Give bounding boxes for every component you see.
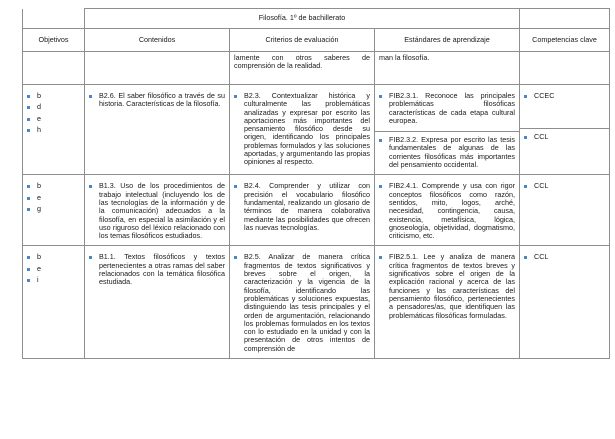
objetivos-cell bbox=[23, 246, 85, 359]
list-item: e bbox=[27, 265, 80, 273]
header-contenidos: Contenidos bbox=[85, 29, 230, 52]
curriculum-sheet bbox=[22, 8, 609, 359]
list-item: B2.4. Comprender y utilizar con precisión el vocabulario filosófico fundamental, realizando un glosario de términos de manera colaborativa mediante las posibilidades que ofrecen las nuevas tecnologías. bbox=[234, 182, 370, 232]
bullet-icon bbox=[27, 185, 30, 188]
list-item: e bbox=[27, 115, 80, 123]
list-item: g bbox=[27, 205, 80, 213]
objetivos-cell bbox=[23, 85, 85, 175]
bullet-icon bbox=[524, 95, 527, 98]
list-item: FIB2.4.1. Comprende y usa con rigor conceptos filosóficos como razón, sentidos, mito, logos, arché, necesidad, contingencia, causa, existencia, metafísica, lógica, gnoseología, objetividad, dogmatismo, criticismo, etc. bbox=[379, 182, 515, 240]
bullet-icon bbox=[234, 95, 237, 98]
table-row bbox=[23, 246, 610, 359]
bullet-icon bbox=[379, 185, 382, 188]
table-row bbox=[23, 175, 610, 246]
criterio-cell bbox=[230, 175, 375, 246]
competencias-cell bbox=[520, 85, 610, 175]
contenido-cell bbox=[85, 85, 230, 175]
list-item: FIB2.3.1. Reconoce las principales problemáticas filosóficas características de cada etapa cultural europea. bbox=[379, 92, 515, 125]
list-item: B1.3. Uso de los procedimientos de trabajo intelectual (incluyendo los de las tecnologías de la información y de la comunicación) adecuados a la filosofía, en especial la asimilación y el uso riguroso del léxico relacionado con los temas filosóficos estudiados. bbox=[89, 182, 225, 240]
list-item: CCEC bbox=[524, 92, 605, 100]
bullet-icon bbox=[89, 95, 92, 98]
bullet-icon bbox=[27, 279, 30, 282]
bullet-icon bbox=[27, 118, 30, 121]
estandares-cell bbox=[375, 85, 520, 175]
header-objetivos: Objetivos bbox=[23, 29, 85, 52]
header-competencias: Competencias clave bbox=[520, 29, 610, 52]
competencias-cell bbox=[520, 175, 610, 246]
bullet-icon bbox=[27, 129, 30, 132]
header-estandares: Estándares de aprendizaje bbox=[375, 29, 520, 52]
list-item: CCL bbox=[524, 253, 605, 261]
list-item: FIB2.5.1. Lee y analiza de manera crítica fragmentos de textos breves y significativos sobre el origen de la explicación racional y acerca de las funciones y las características del pensamiento filosófico, pertenecientes a pensadores/as, que identifiquen las problemáticas filosóficas formuladas. bbox=[379, 253, 515, 319]
bullet-icon bbox=[27, 208, 30, 211]
table-row bbox=[23, 52, 610, 85]
bullet-icon bbox=[27, 268, 30, 271]
bullet-icon bbox=[524, 256, 527, 259]
list-item: b bbox=[27, 253, 80, 261]
cont-criterio: lamente con otros saberes de comprensión de la realidad. bbox=[230, 52, 375, 85]
curriculum-table bbox=[22, 8, 610, 359]
header-criterios: Criterios de evaluación bbox=[230, 29, 375, 52]
bullet-icon bbox=[379, 139, 382, 142]
bullet-icon bbox=[524, 185, 527, 188]
estandares-cell bbox=[375, 246, 520, 359]
competencias-cell bbox=[520, 246, 610, 359]
list-item: b bbox=[27, 92, 80, 100]
list-item: d bbox=[27, 103, 80, 111]
list-item: e bbox=[27, 194, 80, 202]
bullet-icon bbox=[89, 185, 92, 188]
list-item: i bbox=[27, 276, 80, 284]
contenido-cell bbox=[85, 246, 230, 359]
table-row bbox=[23, 85, 610, 175]
cont-objetivos bbox=[23, 52, 85, 85]
estandares-cell bbox=[375, 175, 520, 246]
list-item: b bbox=[27, 182, 80, 190]
bullet-icon bbox=[27, 95, 30, 98]
cont-competencias bbox=[520, 52, 610, 85]
bullet-icon bbox=[234, 256, 237, 259]
list-item: FIB2.3.2. Expresa por escrito las tesis fundamentales de algunas de las corrientes filosóficas más importantes del pensamiento occidental. bbox=[379, 136, 515, 169]
bullet-icon bbox=[27, 197, 30, 200]
cont-estandar: man la filosofía. bbox=[375, 52, 520, 85]
bullet-icon bbox=[524, 136, 527, 139]
criterio-cell bbox=[230, 246, 375, 359]
list-item: h bbox=[27, 126, 80, 134]
list-item: B2.6. El saber filosófico a través de su historia. Características de la filosofía. bbox=[89, 92, 225, 109]
contenido-cell bbox=[85, 175, 230, 246]
list-item: B1.1. Textos filosóficos y textos pertenecientes a otras ramas del saber relacionados con la temática filosófica estudiada. bbox=[89, 253, 225, 286]
criterio-cell bbox=[230, 85, 375, 175]
bullet-icon bbox=[234, 185, 237, 188]
list-item: CCL bbox=[524, 182, 605, 190]
bullet-icon bbox=[379, 256, 382, 259]
cont-contenidos bbox=[85, 52, 230, 85]
bullet-icon bbox=[27, 256, 30, 259]
bullet-icon bbox=[89, 256, 92, 259]
list-item: CCL bbox=[524, 133, 605, 141]
bullet-icon bbox=[27, 106, 30, 109]
table-title: Filosofía. 1º de bachillerato bbox=[85, 9, 520, 29]
list-item: B2.5. Analizar de manera crítica fragmentos de textos significativos y breves sobre el origen, la caracterización y la vigencia de la filosofía, identificando las problemáticas y soluciones expuestas, distinguiendo las tesis principales y el orden de argumentación, relacionando los problemas formulados en los textos con lo estudiado en la unidad y con la presentación de otros intentos de comprensión de bbox=[234, 253, 370, 353]
title-spacer bbox=[23, 9, 85, 29]
objetivos-cell bbox=[23, 175, 85, 246]
list-item: B2.3. Contextualizar histórica y culturalmente las problemáticas analizadas y expresar por escrito las aportaciones más importantes del pensamiento filosófico desde su origen, identificando los principales problemas formulados y las soluciones aportadas, y argumentando las propias opiniones al respecto. bbox=[234, 92, 370, 167]
bullet-icon bbox=[379, 95, 382, 98]
title-right-cell bbox=[520, 9, 610, 29]
